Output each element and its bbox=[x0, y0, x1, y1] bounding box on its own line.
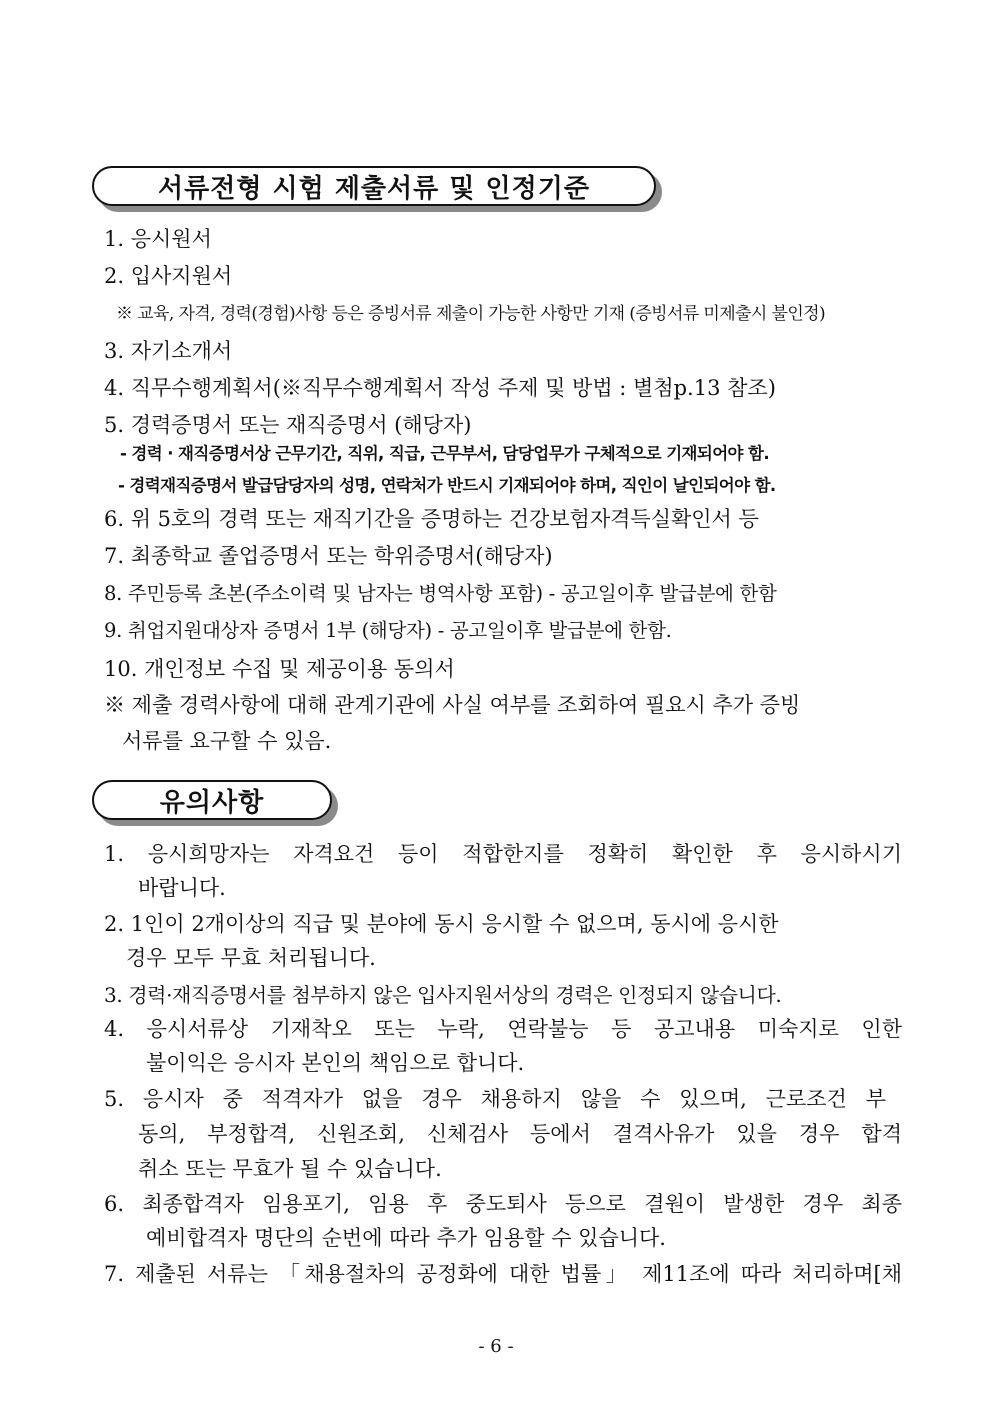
section-title: 서류전형 시험 제출서류 및 인정기준 bbox=[92, 166, 656, 206]
note-line: 서류를 요구할 수 있음. bbox=[122, 729, 332, 753]
list-item: 8. 주민등록 초본(주소이력 및 남자는 병역사항 포함) - 공고일이후 발급분에 한함 bbox=[104, 582, 777, 605]
note-line: ※ 제출 경력사항에 대해 관계기관에 사실 여부를 조회하여 필요시 추가 증빙 bbox=[104, 693, 801, 717]
list-item: 1. 응시희망자는 자격요건 등이 적합한지를 정확히 확인한 후 응시하시기 bbox=[104, 842, 902, 866]
list-item: 6. 최종합격자 임용포기, 임용 후 중도퇴사 등으로 결원이 발생한 경우 최종 bbox=[104, 1192, 902, 1216]
list-subnote: - 경력재직증명서 발급담당자의 성명, 연락처가 반드시 기재되어야 하며, 직인이 날인되어야 함. bbox=[118, 476, 776, 495]
list-item: 5. 응시자 중 적격자가 없을 경우 채용하지 않을 수 있으며, 근로조건 부 bbox=[104, 1087, 886, 1111]
list-item-continuation: 불이익은 응시자 본인의 책임으로 합니다. bbox=[146, 1051, 525, 1075]
list-item: 1. 응시원서 bbox=[104, 227, 212, 251]
list-item: 3. 경력·재직증명서를 첨부하지 않은 입사지원서상의 경력은 인정되지 않습니다. bbox=[104, 983, 782, 1007]
list-note: ※ 교육, 자격, 경력(경험)사항 등은 증빙서류 제출이 가능한 사항만 기재 (증빙서류 미제출시 불인정) bbox=[116, 304, 826, 324]
list-item: 4. 응시서류상 기재착오 또는 누락, 연락불능 등 공고내용 미숙지로 인한 bbox=[104, 1017, 902, 1041]
list-item: 6. 위 5호의 경력 또는 재직기간을 증명하는 건강보험자격득실확인서 등 bbox=[104, 507, 759, 531]
list-item-continuation: 예비합격자 명단의 순번에 따라 추가 임용할 수 있습니다. bbox=[146, 1226, 666, 1250]
list-item: 4. 직무수행계획서(※직무수행계획서 작성 주제 및 방법 : 별첨p.13 참조) bbox=[104, 376, 776, 400]
page-number: - 6 - bbox=[478, 1336, 514, 1357]
list-item: 5. 경력증명서 또는 재직증명서 (해당자) bbox=[104, 413, 472, 437]
list-item-continuation: 바랍니다. bbox=[138, 876, 226, 900]
section-heading-box bbox=[92, 780, 332, 820]
list-item-continuation: 동의, 부정합격, 신원조회, 신체검사 등에서 결격사유가 있을 경우 합격 bbox=[138, 1122, 902, 1146]
list-item: 10. 개인정보 수집 및 제공이용 동의서 bbox=[104, 657, 455, 681]
list-item: 2. 1인이 2개이상의 직급 및 분야에 동시 응시할 수 없으며, 동시에 응시한 bbox=[104, 912, 779, 936]
list-item-continuation: 취소 또는 무효가 될 수 있습니다. bbox=[138, 1157, 442, 1181]
list-item: 7. 제출된 서류는 「채용절차의 공정화에 대한 법률」 제11조에 따라 처리하며[채 bbox=[104, 1262, 902, 1286]
list-item: 3. 자기소개서 bbox=[104, 339, 233, 363]
section-title: 유의사항 bbox=[92, 780, 332, 820]
section-heading-box bbox=[92, 166, 656, 206]
list-item: 7. 최종학교 졸업증명서 또는 학위증명서(해당자) bbox=[104, 544, 553, 568]
list-item-continuation: 경우 모두 무효 처리됩니다. bbox=[126, 946, 376, 970]
list-item: 9. 취업지원대상자 증명서 1부 (해당자) - 공고일이후 발급분에 한함. bbox=[104, 619, 672, 642]
list-item: 2. 입사지원서 bbox=[104, 264, 233, 288]
list-subnote: - 경력 · 재직증명서상 근무기간, 직위, 직급, 근무부서, 담당업무가 구체적으로 기재되어야 함. bbox=[120, 444, 770, 463]
